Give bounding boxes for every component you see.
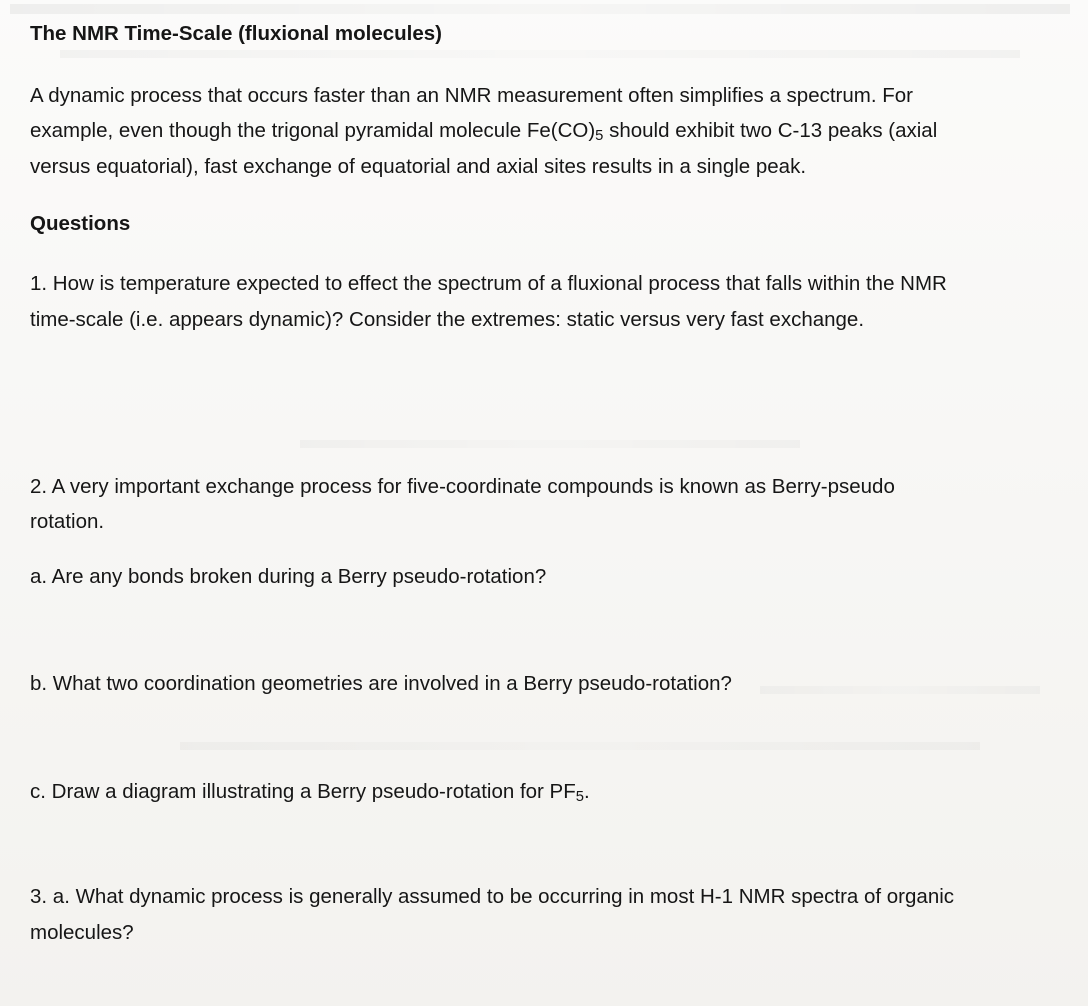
subscript-5: 5	[595, 128, 604, 145]
subscript-5-pf: 5	[575, 789, 584, 806]
question-2c	[30, 780, 590, 805]
bleed-through-texture	[10, 4, 1070, 14]
question-2a: a. Are any bonds broken during a Berry pseudo-rotation?	[30, 565, 547, 588]
bleed-through-texture	[300, 440, 800, 448]
bleed-through-texture	[180, 742, 980, 750]
page-title: The NMR Time-Scale (fluxional molecules)	[30, 22, 442, 45]
question-3-line-1: 3. a. What dynamic process is generally assumed to be occurring in most H-1 NMR spectra of organic	[30, 885, 955, 908]
question-2-line-1: 2. A very important exchange process for five-coordinate compounds is known as Berry-pseudo	[30, 475, 895, 498]
question-2c-period: .	[583, 780, 590, 803]
question-1-line-1: 1. How is temperature expected to effect the spectrum of a fluxional process that falls within the NMR	[30, 272, 947, 295]
bleed-through-texture	[760, 686, 1040, 694]
questions-heading: Questions	[30, 212, 131, 235]
intro-line-1: A dynamic process that occurs faster than an NMR measurement often simplifies a spectrum. For	[30, 84, 913, 107]
question-2c-text: c. Draw a diagram illustrating a Berry pseudo-rotation for PF	[30, 780, 576, 803]
question-3-line-2: molecules?	[30, 921, 134, 944]
intro-line-2	[30, 119, 937, 144]
question-2b: b. What two coordination geometries are involved in a Berry pseudo-rotation?	[30, 672, 732, 695]
question-1-line-2: time-scale (i.e. appears dynamic)? Consider the extremes: static versus very fast exchange.	[30, 308, 865, 331]
intro-line-2-end: should exhibit two C-13 peaks (axial	[603, 119, 938, 142]
bleed-through-texture	[60, 50, 1020, 58]
question-2-line-2: rotation.	[30, 510, 105, 533]
intro-line-3: versus equatorial), fast exchange of equatorial and axial sites results in a single peak.	[30, 155, 807, 178]
intro-line-2-start: example, even though the trigonal pyramidal molecule Fe(CO)	[30, 119, 596, 142]
